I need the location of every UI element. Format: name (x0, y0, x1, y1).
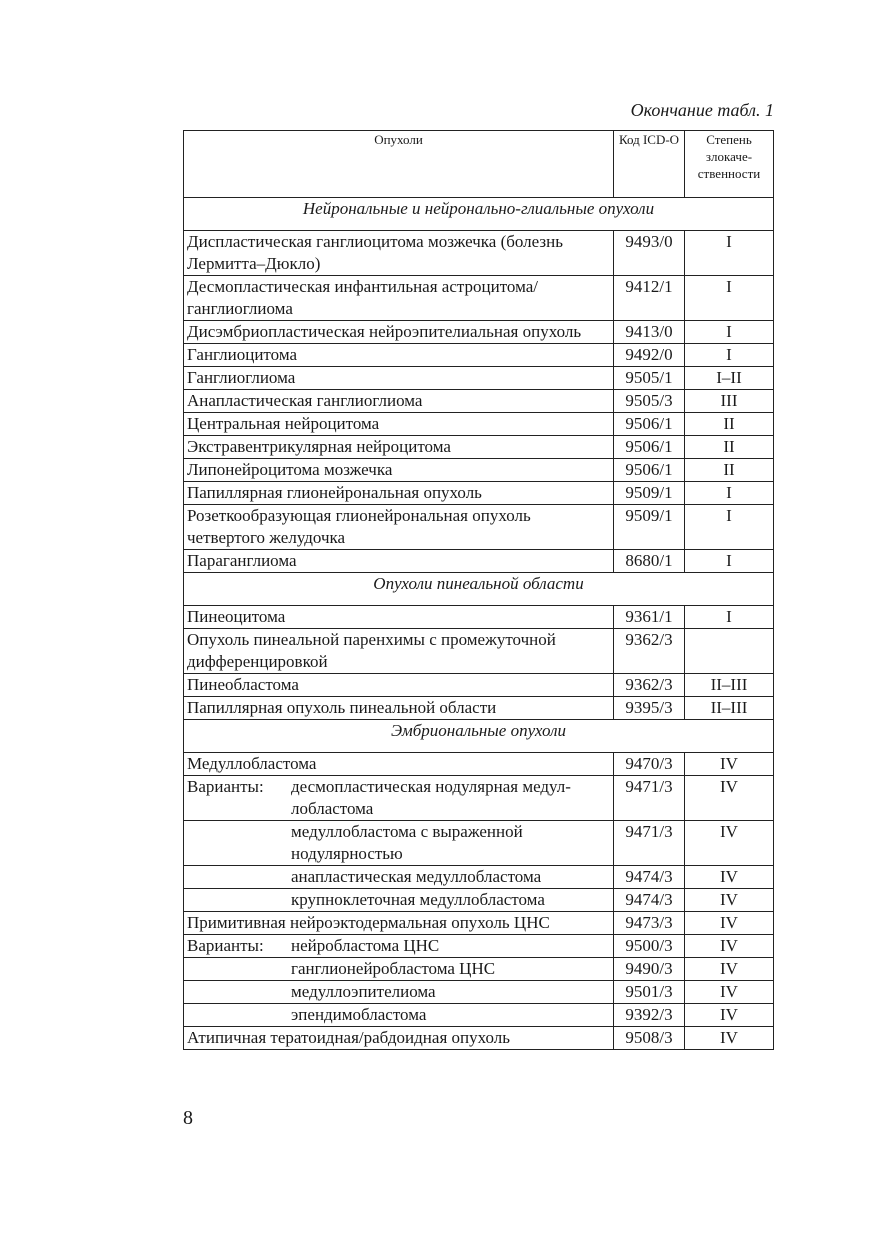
tumor-name: медуллоэпителиома (184, 981, 614, 1004)
malignancy-grade: IV (685, 776, 774, 821)
malignancy-grade: IV (685, 1004, 774, 1027)
table-row (184, 550, 774, 573)
icd-code: 9508/3 (614, 1027, 685, 1050)
icd-code: 9506/1 (614, 413, 685, 436)
table-row (184, 1027, 774, 1050)
icd-code: 8680/1 (614, 550, 685, 573)
header-grade: Степень злокаче- ственности (685, 131, 774, 198)
tumor-name: Липонейроцитома мозжечка (184, 459, 614, 482)
tumor-name: Диспластическая ганглиоцитома мозжечка (болезнь Лермитта–Дюкло) (184, 231, 614, 276)
icd-code: 9490/3 (614, 958, 685, 981)
malignancy-grade: II (685, 459, 774, 482)
table-row (184, 889, 774, 912)
tumor-name: эпендимобластома (184, 1004, 614, 1027)
section-row (184, 198, 774, 231)
table-row (184, 276, 774, 321)
icd-code: 9506/1 (614, 436, 685, 459)
tumor-name: Папиллярная опухоль пинеальной области (184, 697, 614, 720)
malignancy-grade: III (685, 390, 774, 413)
variants-label: Варианты: (187, 936, 264, 955)
table-row (184, 321, 774, 344)
table-row (184, 436, 774, 459)
table-row (184, 958, 774, 981)
malignancy-grade: II–III (685, 697, 774, 720)
header-tumors: Опухоли (184, 131, 614, 198)
icd-code: 9362/3 (614, 629, 685, 674)
tumor-name: Медуллобластома (184, 753, 614, 776)
malignancy-grade: I (685, 321, 774, 344)
tumor-name: Атипичная тератоидная/рабдоидная опухоль (184, 1027, 614, 1050)
table-row (184, 459, 774, 482)
malignancy-grade: I (685, 505, 774, 550)
table-row (184, 231, 774, 276)
table-row (184, 697, 774, 720)
tumor-name: нейробластома ЦНС (291, 936, 440, 955)
icd-code: 9362/3 (614, 674, 685, 697)
tumor-name: ганглионейробластома ЦНС (184, 958, 614, 981)
tumor-name: Пинеоцитома (184, 606, 614, 629)
icd-code: 9412/1 (614, 276, 685, 321)
malignancy-grade: IV (685, 935, 774, 958)
section-title: Нейрональные и нейронально-глиальные опухоли (184, 198, 774, 231)
malignancy-grade: IV (685, 1027, 774, 1050)
icd-code: 9500/3 (614, 935, 685, 958)
section-title: Эмбриональные опухоли (184, 720, 774, 753)
malignancy-grade: I (685, 344, 774, 367)
table-row (184, 344, 774, 367)
table-row (184, 413, 774, 436)
icd-code: 9509/1 (614, 505, 685, 550)
table-row (184, 912, 774, 935)
variants-label: Варианты: (187, 777, 264, 796)
table-row (184, 821, 774, 866)
malignancy-grade: II–III (685, 674, 774, 697)
malignancy-grade: IV (685, 821, 774, 866)
malignancy-grade: IV (685, 912, 774, 935)
icd-code: 9470/3 (614, 753, 685, 776)
icd-code: 9493/0 (614, 231, 685, 276)
table-row (184, 674, 774, 697)
tumor-name: десмопластическая нодулярная медул- лобластома (291, 777, 571, 818)
malignancy-grade: I–II (685, 367, 774, 390)
malignancy-grade: IV (685, 889, 774, 912)
malignancy-grade: I (685, 606, 774, 629)
tumor-name: Десмопластическая инфантильная астроцитома/ ганглиоглиома (184, 276, 614, 321)
malignancy-grade (685, 629, 774, 674)
icd-code: 9471/3 (614, 776, 685, 821)
icd-code: 9474/3 (614, 889, 685, 912)
table-row (184, 776, 774, 821)
table-row (184, 866, 774, 889)
variant-cell (184, 935, 614, 958)
tumor-name: Ганглиоглиома (184, 367, 614, 390)
tumor-name: Центральная нейроцитома (184, 413, 614, 436)
page-number: 8 (183, 1107, 193, 1129)
malignancy-grade: IV (685, 753, 774, 776)
variant-cell (184, 776, 614, 821)
malignancy-grade: I (685, 550, 774, 573)
tumor-name: крупноклеточная медуллобластома (184, 889, 614, 912)
icd-code: 9395/3 (614, 697, 685, 720)
section-row (184, 573, 774, 606)
icd-code: 9501/3 (614, 981, 685, 1004)
tumor-classification-table (183, 130, 774, 1050)
tumor-name: Анапластическая ганглиоглиома (184, 390, 614, 413)
malignancy-grade: I (685, 231, 774, 276)
icd-code: 9473/3 (614, 912, 685, 935)
tumor-name: анапластическая медуллобластома (184, 866, 614, 889)
tumor-name: Опухоль пинеальной паренхимы с промежуточной дифференцировкой (184, 629, 614, 674)
table-row (184, 935, 774, 958)
table-row (184, 753, 774, 776)
icd-code: 9506/1 (614, 459, 685, 482)
icd-code: 9505/3 (614, 390, 685, 413)
tumor-name: Розеткообразующая глионейрональная опухоль четвертого желудочка (184, 505, 614, 550)
table-row (184, 1004, 774, 1027)
malignancy-grade: IV (685, 866, 774, 889)
tumor-name: Папиллярная глионейрональная опухоль (184, 482, 614, 505)
table-row (184, 629, 774, 674)
malignancy-grade: I (685, 482, 774, 505)
malignancy-grade: II (685, 413, 774, 436)
tumor-name: Параганглиома (184, 550, 614, 573)
icd-code: 9505/1 (614, 367, 685, 390)
malignancy-grade: II (685, 436, 774, 459)
icd-code: 9509/1 (614, 482, 685, 505)
table-row (184, 606, 774, 629)
tumor-name: Дисэмбриопластическая нейроэпителиальная опухоль (184, 321, 614, 344)
table-row (184, 367, 774, 390)
tumor-name: Экстравентрикулярная нейроцитома (184, 436, 614, 459)
table-caption: Окончание табл. 1 (630, 100, 774, 120)
tumor-name: Примитивная нейроэктодермальная опухоль ЦНС (184, 912, 614, 935)
malignancy-grade: IV (685, 981, 774, 1004)
table-row (184, 981, 774, 1004)
section-title: Опухоли пинеальной области (184, 573, 774, 606)
icd-code: 9471/3 (614, 821, 685, 866)
icd-code: 9392/3 (614, 1004, 685, 1027)
icd-code: 9492/0 (614, 344, 685, 367)
table-row (184, 482, 774, 505)
tumor-name: Ганглиоцитома (184, 344, 614, 367)
tumor-name: Пинеобластома (184, 674, 614, 697)
icd-code: 9361/1 (614, 606, 685, 629)
icd-code: 9413/0 (614, 321, 685, 344)
table-row (184, 505, 774, 550)
header-code: Код ICD-O (614, 131, 685, 198)
malignancy-grade: I (685, 276, 774, 321)
tumor-name: медуллобластома с выраженной нодулярностью (184, 821, 614, 866)
malignancy-grade: IV (685, 958, 774, 981)
table-row (184, 390, 774, 413)
icd-code: 9474/3 (614, 866, 685, 889)
table-header-row (184, 131, 774, 198)
section-row (184, 720, 774, 753)
